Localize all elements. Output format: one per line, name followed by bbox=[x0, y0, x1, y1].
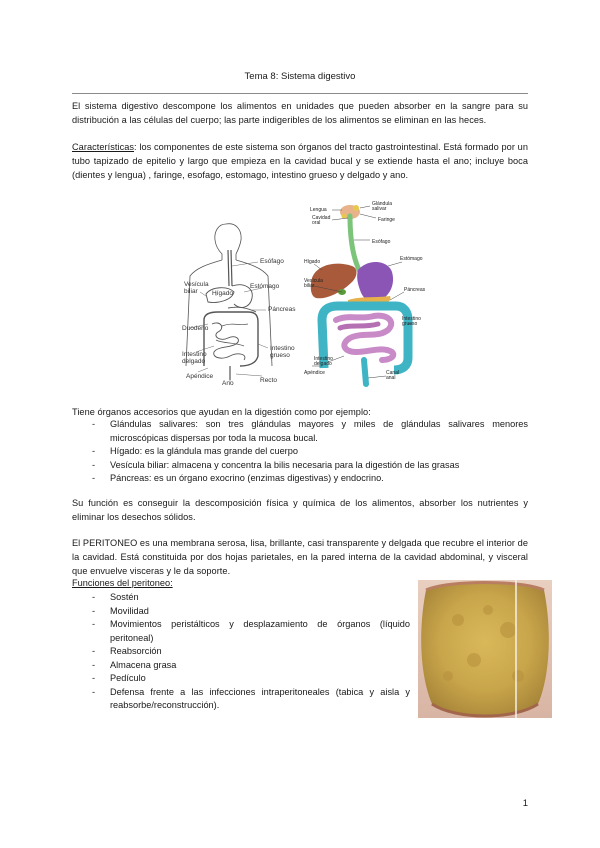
label-apendice: Apéndice bbox=[186, 373, 214, 380]
label-higado: Hígado bbox=[212, 290, 233, 297]
label-glandula-salivar: Glándula salivar bbox=[372, 201, 393, 212]
peritoneo-paragraph: El PERITONEO es una membrana serosa, lisa, brillante, casi transparente y delgada que recubre el interior de la cavidad. Está constituida por dos hojas parietales, en la pared interna de la cavidad abdominal, y visceral que envuelve visceras y le da soporte. bbox=[72, 538, 528, 576]
list-item: - Sostén bbox=[72, 591, 410, 605]
label-esofago-right: Esófago bbox=[372, 239, 391, 245]
list-item: - Movilidad bbox=[72, 605, 410, 619]
label-intestino-grueso: Intestino grueso bbox=[270, 345, 295, 359]
page-title: Tema 8: Sistema digestivo bbox=[244, 71, 356, 82]
label-pancreas: Páncreas bbox=[268, 306, 296, 313]
characteristics-paragraph bbox=[72, 140, 528, 182]
list-item: - Movimientos peristálticos y desplazamiento de órganos (líquido peritoneal) bbox=[72, 618, 410, 645]
label-recto: Recto bbox=[260, 377, 277, 384]
label-ano: Ano bbox=[222, 380, 234, 386]
title-divider bbox=[72, 93, 528, 94]
label-cavidad-oral: Cavidad oral bbox=[312, 215, 331, 226]
list-item: - Defensa frente a las infecciones intraperitoneales (tabica y aisla y reabsorbe/reconstrucción). bbox=[72, 686, 410, 713]
label-duodeno: Duodeno bbox=[182, 325, 209, 332]
list-item: - Glándulas salivares: son tres glándulas mayores y miles de glándulas salivares menores microscópicas dispersas por toda la mucosa bucal. bbox=[72, 418, 528, 445]
page-number: 1 bbox=[522, 798, 528, 809]
peritoneum-photo bbox=[418, 580, 552, 718]
characteristics-text: : los componentes de este sistema son órganos del tracto gastrointestinal. Está formado por un tubo tapizado de epitelio y largo que empieza en la cavidad bucal y se extiende hasta el ano; incluye boca (dientes y lengua) , faringe, esofago, estomago, intestino grueso y delgado y ano. bbox=[72, 142, 528, 180]
label-esofago: Esófago bbox=[260, 258, 284, 265]
accessory-organs-list bbox=[72, 418, 528, 486]
label-higado-right: Hígado bbox=[304, 259, 321, 265]
accessory-intro: Tiene órganos accesorios que ayudan en la digestión como por ejemplo: bbox=[72, 407, 371, 417]
list-item: - Hígado: es la glándula mas grande del cuerpo bbox=[72, 445, 528, 459]
function-paragraph: Su función es conseguir la descomposición física y química de los alimentos, absorber los nutrientes y eliminar los desechos sólidos. bbox=[72, 498, 528, 522]
intro-paragraph: El sistema digestivo descompone los alimentos en unidades que pueden absorber en la sangre para su distribución a las células del cuerpo; las parte indigeribles de los alimentos se eliminan en las heces. bbox=[72, 101, 528, 125]
label-faringe: Faringe bbox=[378, 217, 395, 223]
label-apendice-right: Apéndice bbox=[304, 370, 325, 376]
list-item: - Pedículo bbox=[72, 672, 410, 686]
label-estomago: Estómago bbox=[250, 283, 280, 290]
list-item: - Reabsorción bbox=[72, 645, 410, 659]
label-canal-anal: Canal anal bbox=[386, 370, 400, 381]
peritoneo-functions-title bbox=[72, 577, 173, 591]
digestive-system-outline-figure bbox=[178, 216, 306, 386]
label-intestino-grueso-right: Intestino grueso bbox=[402, 316, 421, 327]
digestive-system-color-figure bbox=[304, 196, 430, 388]
list-item: - Almacena grasa bbox=[72, 659, 410, 673]
label-intestino-delgado: Intestino delgado bbox=[182, 351, 207, 365]
list-item: - Vesícula biliar: almacena y concentra la bilis necesaria para la digestión de las grasas bbox=[72, 459, 528, 473]
peritoneo-functions-title-text: Funciones del peritoneo: bbox=[72, 578, 173, 588]
label-intestino-delgado-right: Intestino delgado bbox=[314, 356, 333, 367]
label-lengua: Lengua bbox=[310, 207, 327, 213]
list-item: - Páncreas: es un órgano exocrino (enzimas digestivas) y endocrino. bbox=[72, 472, 528, 486]
peritoneo-functions-list bbox=[72, 591, 410, 713]
label-pancreas-right: Páncreas bbox=[404, 287, 426, 293]
label-vesicula-right: Vesícula biliar bbox=[304, 278, 323, 289]
label-vesicula: Vesícula biliar bbox=[184, 281, 209, 295]
characteristics-label: Características bbox=[72, 142, 135, 152]
label-estomago-right: Estómago bbox=[400, 256, 423, 262]
